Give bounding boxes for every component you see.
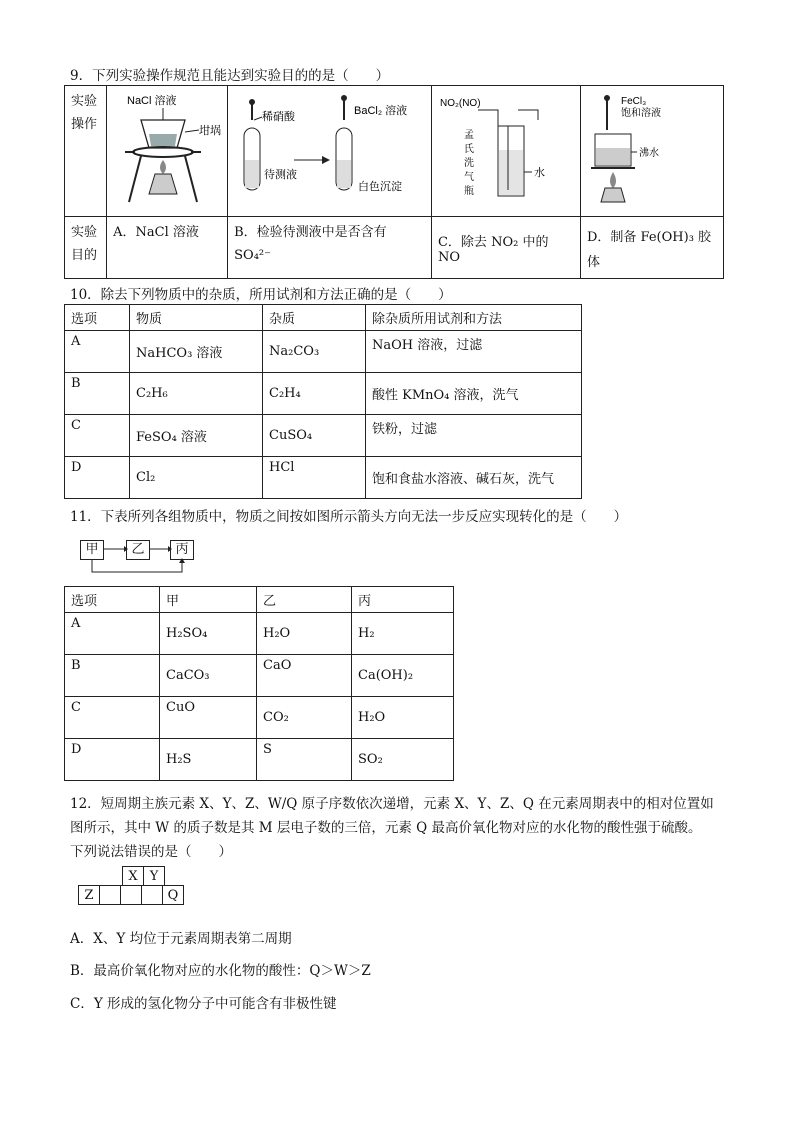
table-row: B CaCO₃ CaO Ca(OH)₂ xyxy=(65,655,454,697)
test-tube-icon xyxy=(234,90,424,208)
q9-opt-c: C．除去 NO₂ 中的 NO xyxy=(431,217,580,279)
svg-text:气: 气 xyxy=(463,172,474,183)
svg-text:NO₂(NO): NO₂(NO) xyxy=(439,98,481,109)
q12-opt-b: B．最高价氧化物对应的水化物的酸性：Q＞W＞Z xyxy=(70,963,371,979)
table-row: D H₂S S SO₂ xyxy=(65,739,454,781)
svg-text:白色沉淀: 白色沉淀 xyxy=(358,181,403,193)
q10-header: 选项 xyxy=(65,305,130,331)
arrow-icon xyxy=(80,538,200,578)
q9-img-a xyxy=(107,86,228,217)
q12-line2: 图所示，其中 W 的质子数是其 M 层电子数的三倍，元素 Q 最高价氧化物对应的水化物的酸性强于硫酸。 xyxy=(70,820,702,836)
svg-text:孟: 孟 xyxy=(463,130,474,141)
table-row: A H₂SO₄ H₂O H₂ xyxy=(65,613,454,655)
svg-text:饱和溶液: 饱和溶液 xyxy=(621,108,661,119)
svg-text:FeCl₃: FeCl₃ xyxy=(621,96,647,107)
table-row: C CuO CO₂ H₂O xyxy=(65,697,454,739)
q9-table xyxy=(64,85,724,279)
svg-text:稀硝酸: 稀硝酸 xyxy=(262,111,296,123)
svg-text:坩埚: 坩埚 xyxy=(199,125,222,137)
q9-op-header: 实验 操作 xyxy=(65,86,107,217)
periodic-table-fragment: X Y Z Q xyxy=(78,866,184,906)
svg-text:待测液: 待测液 xyxy=(264,169,298,181)
q10-table: 选项 物质 杂质 除杂质所用试剂和方法 A NaHCO₃ 溶液 Na₂CO₃ NaOH 溶液，过滤 B C₂H₆ C₂H₄ 酸性 KMnO₄ 溶液，洗气 C FeSO₄ 溶液 CuSO₄ 铁粉，过滤 D Cl₂ HCl 饱和食盐水溶液、碱石灰，洗气 xyxy=(64,304,582,499)
q9-img-c xyxy=(431,86,580,217)
beaker-heating-icon xyxy=(587,90,717,208)
table-row: B C₂H₆ C₂H₄ 酸性 KMnO₄ 溶液，洗气 xyxy=(65,373,582,415)
crucible-heating-icon xyxy=(113,90,221,208)
svg-text:沸水: 沸水 xyxy=(639,148,659,159)
q10-stem: 10．除去下列物质中的杂质，所用试剂和方法正确的是（ ） xyxy=(70,287,452,303)
q12-opt-a: A．X、Y 均位于元素周期表第二周期 xyxy=(70,931,292,947)
table-row: D Cl₂ HCl 饱和食盐水溶液、碱石灰，洗气 xyxy=(65,457,582,499)
svg-text:水: 水 xyxy=(533,167,545,179)
q11-table: 选项 甲 乙 丙 A H₂SO₄ H₂O H₂ B CaCO₃ CaO Ca(OH)₂ C CuO CO₂ H₂O D H₂S S SO₂ xyxy=(64,586,454,781)
q9-goal-header: 实验 目的 xyxy=(65,217,107,279)
svg-text:BaCl₂ 溶液: BaCl₂ 溶液 xyxy=(354,105,408,117)
q9-img-b xyxy=(228,86,432,217)
q11-stem: 11．下表所列各组物质中，物质之间按如图所示箭头方向无法一步反应实现转化的是（ ） xyxy=(70,509,628,525)
table-row: A NaHCO₃ 溶液 Na₂CO₃ NaOH 溶液，过滤 xyxy=(65,331,582,373)
q9-opt-d: D．制备 Fe(OH)₃ 胶 体 xyxy=(581,217,724,279)
q11-diagram: 甲 乙 丙 xyxy=(80,538,200,578)
table-row: C FeSO₄ 溶液 CuSO₄ 铁粉，过滤 xyxy=(65,415,582,457)
q12-line1: 12．短周期主族元素 X、Y、Z、W/Q 原子序数依次递增，元素 X、Y、Z、Q 在元素周期表中的相对位置如 xyxy=(70,796,714,812)
svg-text:洗: 洗 xyxy=(463,158,474,169)
q9-stem: 9．下列实验操作规范且能达到实验目的的是（ ） xyxy=(70,68,390,84)
q9-opt-a: A．NaCl 溶液 xyxy=(107,217,228,279)
q12-opt-c: C．Y 形成的氢化物分子中可能含有非极性键 xyxy=(70,996,337,1012)
gas-washing-bottle-icon xyxy=(438,90,574,208)
svg-text:瓶: 瓶 xyxy=(463,186,474,197)
svg-text:氏: 氏 xyxy=(463,144,474,155)
q9-img-d xyxy=(581,86,724,217)
q12-line3: 下列说法错误的是（ ） xyxy=(70,844,232,860)
svg-text:NaCl 溶液: NaCl 溶液 xyxy=(127,95,177,107)
q9-opt-b: B．检验待测液中是否含有 SO₄²⁻ xyxy=(228,217,432,279)
